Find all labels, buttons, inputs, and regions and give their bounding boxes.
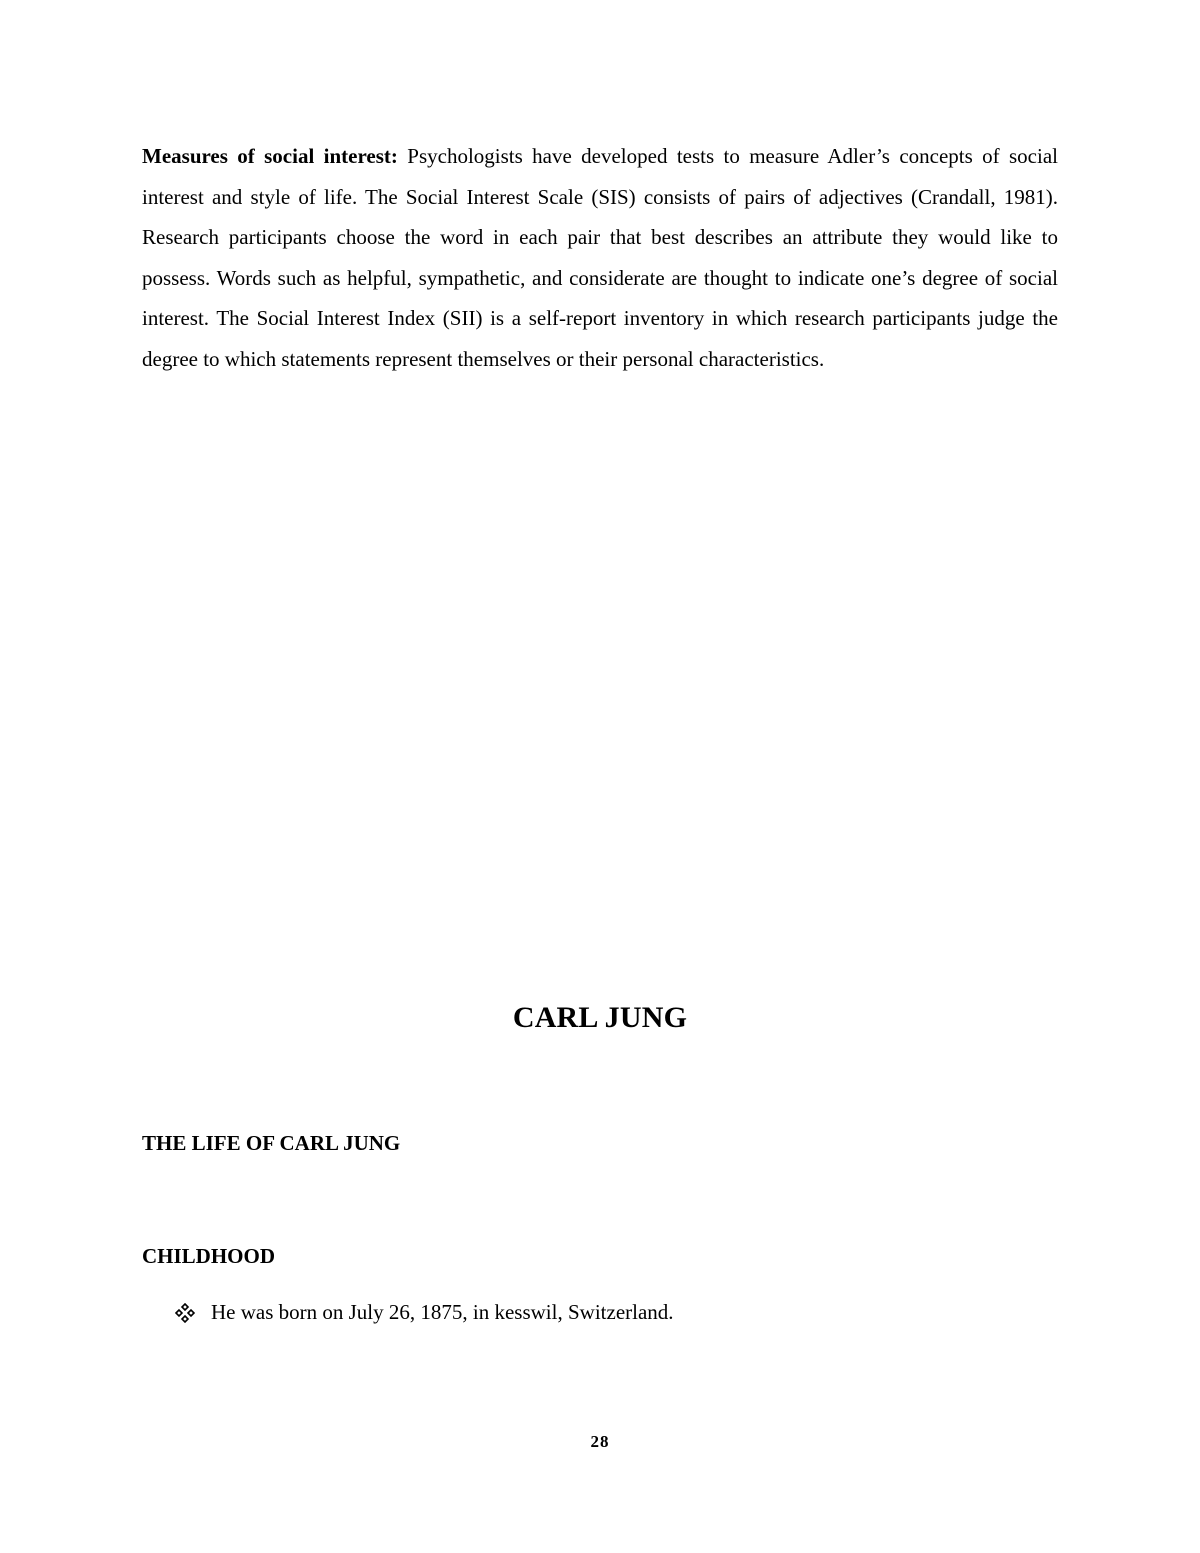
social-interest-paragraph <box>142 136 1058 380</box>
section-heading-life: THE LIFE OF CARL JUNG <box>142 1131 401 1155</box>
page-number: 28 <box>590 1432 610 1451</box>
four-diamond-bullet-icon <box>175 1303 195 1323</box>
section-heading-childhood: CHILDHOOD <box>142 1244 276 1268</box>
chapter-title: CARL JUNG <box>512 1001 688 1034</box>
paragraph-body: Psychologists have developed tests to measure Adler’s concepts of social interest and style of life. The Social Interest Scale (SIS) consists of pairs of adjectives (Crandall, 1981). Research participants choose the word in each pair that best describes an attribute they would like to possess. Words such as helpful, sympathetic, and considerate are thought to indicate one’s degree of social interest. The Social Interest Index (SII) is a self-report inventory in which research participants judge the degree to which statements represent themselves or their personal characteristics. <box>142 144 1058 371</box>
paragraph-lead: Measures of social interest: <box>142 144 398 168</box>
list-item <box>175 1300 674 1325</box>
bullet-text: He was born on July 26, 1875, in kesswil, Switzerland. <box>211 1300 674 1324</box>
